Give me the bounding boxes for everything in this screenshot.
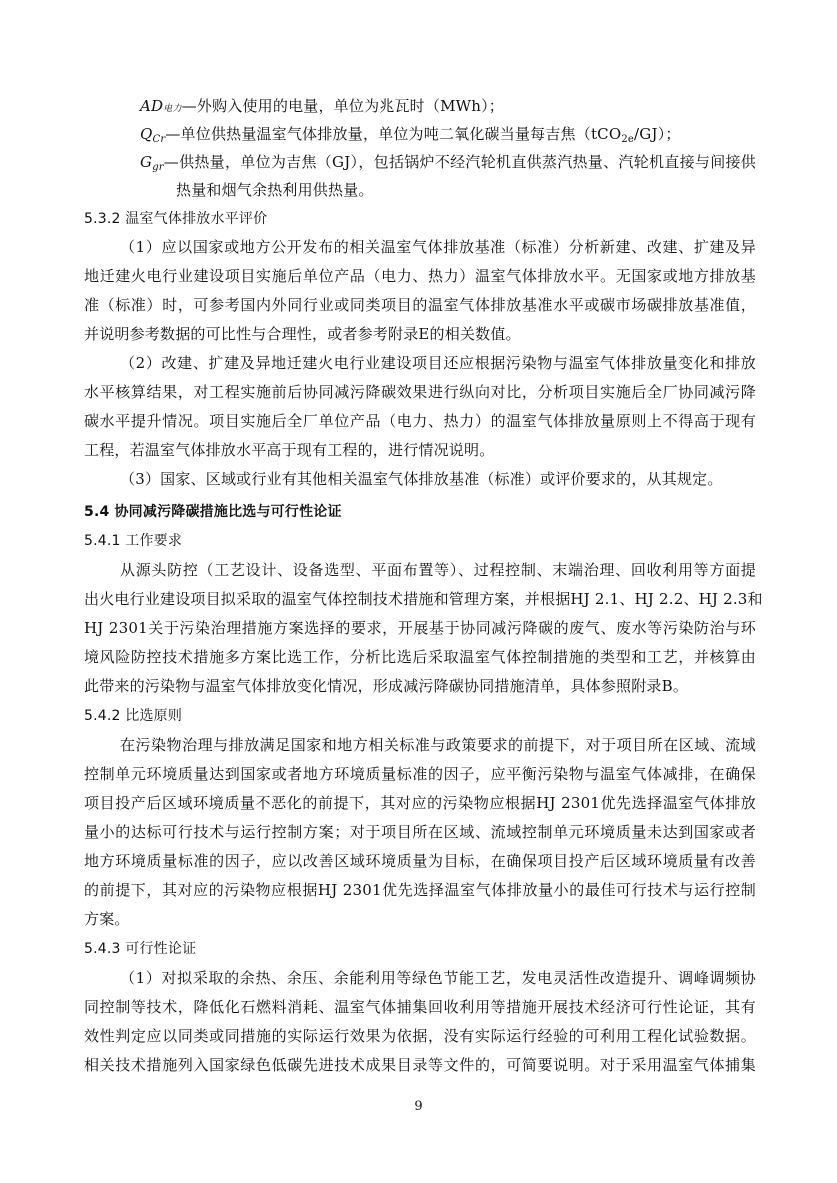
section-heading-5-4-3: 5.4.3 可行性论证 [84, 941, 197, 957]
symbol-subscript: Cr [152, 134, 166, 145]
definition-ad [140, 96, 756, 119]
unit-subscript: 2e [621, 134, 635, 145]
paragraph-line: 碳水平提升情况。项目实施后全厂单位产品（电力、热力）的温室气体排放量原则上不得高于现有 [84, 412, 756, 430]
paragraph-line: 出火电行业建设项目拟采取的温室气体控制技术措施和管理方案，并根据HJ 2.1、HJ 2.2、HJ 2.3和 [84, 590, 763, 608]
definition-qcr [140, 124, 756, 150]
paragraph-line: （1）对拟采取的余热、余压、余能利用等绿色节能工艺，发电灵活性改造提升、调峰调频协 [120, 969, 756, 987]
section-heading-5-3-2: 5.3.2 温室气体排放水平评价 [84, 211, 268, 227]
paragraph-line: 工程，若温室气体排放水平高于现有工程的，进行情况说明。 [84, 441, 495, 459]
section-heading-5-4-2: 5.4.2 比选原则 [84, 708, 183, 724]
paragraph-line: 方案。 [84, 910, 130, 928]
paragraph-line: 同控制等技术，降低化石燃料消耗、温室气体捕集回收利用等措施开展技术经济可行性论证，其有 [84, 998, 756, 1016]
section-heading-5-4-1: 5.4.1 工作要求 [84, 533, 183, 549]
paragraph-line: 相关技术措施列入国家绿色低碳先进技术成果目录等文件的，可简要说明。对于采用温室气体捕集 [84, 1056, 756, 1074]
paragraph-line: 从源头防控（工艺设计、设备选型、平面布置等）、过程控制、末端治理、回收利用等方面提 [120, 561, 756, 579]
paragraph-line: 效性判定应以同类或同措施的实际运行效果为依据，没有实际运行经验的可利用工程化试验数据。 [84, 1027, 756, 1045]
definition-ggr-cont: 热量和烟气余热利用供热量。 [176, 181, 374, 199]
paragraph-line: （3）国家、区域或行业有其他相关温室气体排放基准（标准）或评价要求的，从其规定。 [120, 470, 723, 488]
definition-text: —单位供热量温室气体排放量，单位为吨二氧化碳当量每吉焦（tCO [165, 125, 622, 143]
page-number: 9 [414, 1099, 423, 1114]
definition-text: —外购入使用的电量，单位为兆瓦时（MWh）； [181, 97, 505, 115]
paragraph-line: 的前提下，其对应的污染物应根据HJ 2301优先选择温室气体排放量小的最佳可行技术与运行控制 [84, 881, 756, 899]
paragraph-line: 控制单元环境质量达到国家或者地方环境质量标准的因子，应平衡污染物与温室气体减排，在确保 [84, 765, 756, 783]
paragraph-line: （1）应以国家或地方公开发布的相关温室气体排放基准（标准）分析新建、改建、扩建及异 [120, 238, 756, 256]
paragraph-line: 在污染物治理与排放满足国家和地方相关标准与政策要求的前提下，对于项目所在区域、流域 [120, 736, 756, 754]
definition-ggr [140, 152, 756, 178]
paragraph-line: 量小的达标可行技术与运行控制方案；对于项目所在区域、流域控制单元环境质量未达到国家或者 [84, 823, 756, 841]
paragraph-line: 境风险防控技术措施多方案比选工作，分析比选后采取温室气体控制措施的类型和工艺，并核算由 [84, 648, 756, 666]
symbol-subscript: gr [152, 162, 164, 173]
paragraph-line: 准（标准）时，可参考国内外同行业或同类项目的温室气体排放基准水平或碳市场碳排放基准值， [84, 296, 756, 314]
paragraph-line: 项目投产后区域环境质量不恶化的前提下，其对应的污染物应根据HJ 2301优先选择温室气体排放 [84, 794, 756, 812]
symbol-subscript: 电力 [163, 104, 182, 114]
symbol: G [140, 153, 153, 171]
paragraph-line: HJ 2301关于污染治理措施方案选择的要求，开展基于协同减污降碳的废气、废水等污染防治与环 [84, 619, 756, 637]
definition-text: —供热量，单位为吉焦（GJ），包括锅炉不经汽轮机直供蒸汽热量、汽轮机直接与间接供 [163, 153, 756, 171]
paragraph-line: 此带来的污染物与温室气体排放变化情况，形成减污降碳协同措施清单，具体参照附录B。 [84, 677, 689, 695]
paragraph-line: 地方环境质量标准的因子，应以改善区域环境质量为目标，在确保项目投产后区域环境质量有改善 [84, 852, 756, 870]
definition-text-end: /GJ）； [634, 125, 681, 143]
symbol: AD [140, 97, 164, 115]
paragraph-line: （2）改建、扩建及异地迁建火电行业建设项目还应根据污染物与温室气体排放量变化和排放 [120, 354, 756, 372]
paragraph-line: 水平核算结果，对工程实施前后协同减污降碳效果进行纵向对比，分析项目实施后全厂协同减污降 [84, 383, 756, 401]
paragraph-line: 并说明参考数据的可比性与合理性，或者参考附录E的相关数值。 [84, 325, 521, 343]
section-heading-5-4: 5.4 协同减污降碳措施比选与可行性论证 [84, 504, 342, 520]
paragraph-line: 地迁建火电行业建设项目实施后单位产品（电力、热力）温室气体排放水平。无国家或地方排放基 [84, 267, 756, 285]
symbol: Q [140, 125, 153, 143]
